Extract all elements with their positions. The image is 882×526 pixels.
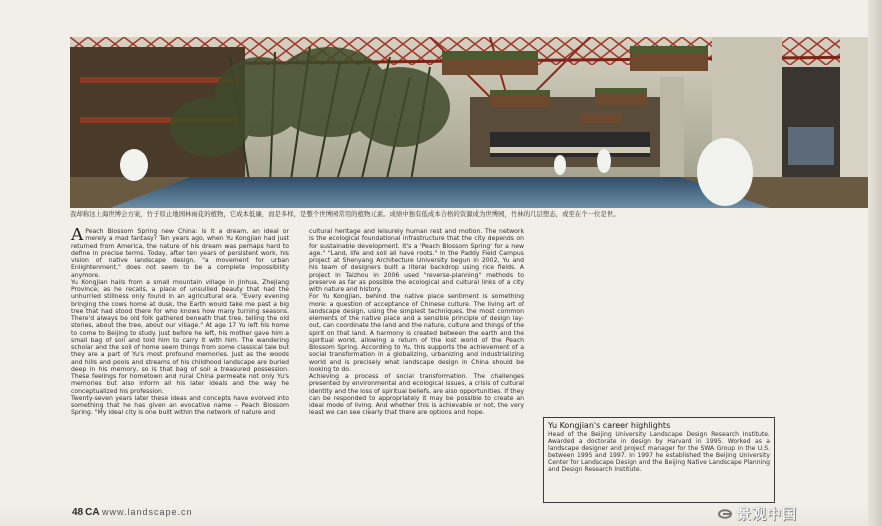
page-footer (72, 507, 193, 518)
article-paragraph: Peach Blossom Spring new China: is it a dream, an ideal or merely a mad fantasy? Ten years ago, when Yu Kongjian had just returned from America, the nature of his dream was perhaps hard to define in precise terms. Today, after ten years of persistent work, his vision of native landscape design, "a movement for urban Enlightenment," does not seem to be a complete impossibility anymore. (71, 228, 289, 279)
drop-cap: A (71, 228, 84, 245)
sidebar-body: Head of the Beijing University Landscape Design Research Institute. Awarded a doctorate in design by Harvard in 1995. Worked as a landscape designer and project manager for the SWA Group in the U.S. between 1995 and 1997. In 1997 he established the Beijing University Center for Landscape Design and the Beijing Native Landscape Planning and Design Research Institute. (548, 431, 770, 474)
logo-text: 景观中国 (737, 507, 797, 523)
article-paragraph: cultural heritage and leisurely human rest and motion. The network is the ecological foundational infrastructure that the city depends on for sustainable development. It's a 'Peach Blossom Spring' for a new age." "Land, life and soil all have roots." In the Paddy Field Campus project at Shenyang Architecture University begun in 2002, Yu and his team of designers built a literal backdrop using rice fields. A project in Taizhou in 2006 used "reverse-planning" methods to preserve as far as possible the ecological and cultural links of a city with nature and history. (309, 228, 524, 293)
photo-caption-chinese: 我却称这上海世博会方案，竹子原止地园林雨花的植物，它成本低廉，而是多样，是整个世博园常用的植物元素。成绩中独有低成本合格的资源成为世博园，竹林的几层塑态，或至在个一位是世。 (70, 210, 620, 218)
logo-mark-icon (717, 507, 733, 521)
page-number: 48 (72, 507, 84, 518)
footer-url: www.landscape.cn (101, 507, 193, 517)
career-highlights-box (543, 417, 775, 503)
article-paragraph: Yu Kongjian hails from a small mountain village in Jinhua, Zhejiang Province; as he recalls, a place of unsullied beauty that had the unhurried stillness only found in an agricultural era. "Every evening bringing the cows home at dusk, the Earth would take me past a big tree that had stood there for who knows how many turning seasons. There'd always be old folk gathered beneath that tree, telling the old stories, about the tree, about our village." At age 17 Yu left his home to come to Beijing to study. Just before he left, his mother gave him a small bag of soil and told him to carry it with him. The wandering scholar and the soil of home seem things from some classical tale but they are a part of Yu's most profound memories. Just as the woods and hills and pools and streams of his childhood landscape are buried deep in his memory, so is that bag of soil a treasured possession. These feelings for hometown and rural China permeate not only Yu's memories but also inform all his later ideals and the way he conceptualized his profession. (71, 278, 289, 395)
landscape-photo (70, 37, 873, 208)
article-paragraph: Twenty-seven years later these ideas and concepts have evolved into something that he has given an evocative name – Peach Blossom Spring. "My ideal city is one built within the network of nature and (71, 394, 289, 417)
sidebar-title: Yu Kongjian's career highlights (548, 421, 671, 430)
article-paragraph: Achieving a process of social transformation. The challenges presented by environmental and ecological issues, a crisis of cultural identity and the loss of spiritual beliefs, are also opportunities. If they can be responded to appropriately it may be possible to create an ideal mode of living. And whether this is achievable or not, the very least we can see clearly that there are options and hope. (309, 373, 524, 417)
site-logo (717, 505, 875, 523)
photo-illustration (70, 37, 873, 208)
article-paragraph: For Yu Kongjian, behind the native place sentiment is something more: a question of acceptance of Chinese culture. The living art of landscape design, using the simplest techniques, the most common elements of the native place and a sensible principle of design lay-out, can coordinate the land and the nature, culture and things of the spirit on that land. A harmony is created between the earth and the spiritual world, allowing a return of the lost world of the Peach Blossom Spring. According to Yu, this supports the achievement of a social transformation in a globalizing, urbanizing and industrializing world and is precisely what landscape design in China should be looking to do. (309, 293, 524, 373)
magazine-name: CA (85, 507, 100, 518)
article-column-left (71, 228, 289, 510)
page-gutter (868, 0, 882, 526)
article-column-middle (309, 228, 524, 510)
